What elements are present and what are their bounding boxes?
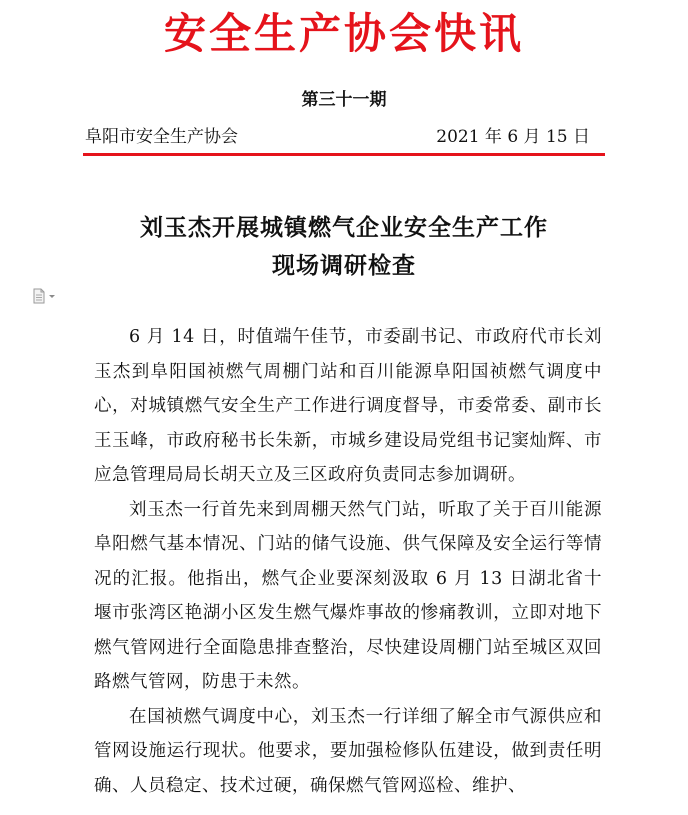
article-body (94, 320, 602, 803)
document-icon[interactable] (32, 288, 60, 304)
paragraph-1: 6 月 14 日，时值端午佳节，市委副书记、市政府代市长刘玉杰到阜阳国祯燃气周棚门站和百川能源阜阳国祯燃气调度中心，对城镇燃气安全生产工作进行调度督导，市委常委、副市长王玉峰，市政府秘书长朱新，市城乡建设局党组书记窦灿辉、市应急管理局局长胡天立及三区政府负责同志参加调研。 (94, 327, 602, 485)
organization-name: 阜阳市安全生产协会 (85, 127, 238, 147)
article-title-line-1: 刘玉杰开展城镇燃气企业安全生产工作 (140, 215, 548, 241)
header-divider (83, 153, 605, 156)
paragraph-3: 在国祯燃气调度中心，刘玉杰一行详细了解全市气源供应和管网设施运行现状。他要求，要加强检修队伍建设，做到责任明确、人员稳定、技术过硬，确保燃气管网巡检、维护、 (94, 706, 602, 796)
paragraph-2: 刘玉杰一行首先来到周棚天然气门站，听取了关于百川能源阜阳燃气基本情况、门站的储气设施、供气保障及安全运行等情况的汇报。他指出，燃气企业要深刻汲取 6 月 13 日湖北省十堰市张湾区艳湖小区发生燃气爆炸事故的惨痛教训，立即对地下燃气管网进行全面隐患排查整治，尽快建设周棚门站至城区双回路燃气管网，防患于未然。 (94, 499, 602, 692)
issue-number: 第三十一期 (301, 90, 387, 110)
masthead-title: 安全生产协会快讯 (163, 9, 524, 58)
article-title-line-2: 现场调研检查 (272, 253, 416, 279)
publish-date: 2021 年 6 月 15 日 (436, 127, 590, 147)
chevron-down-icon (49, 295, 55, 298)
